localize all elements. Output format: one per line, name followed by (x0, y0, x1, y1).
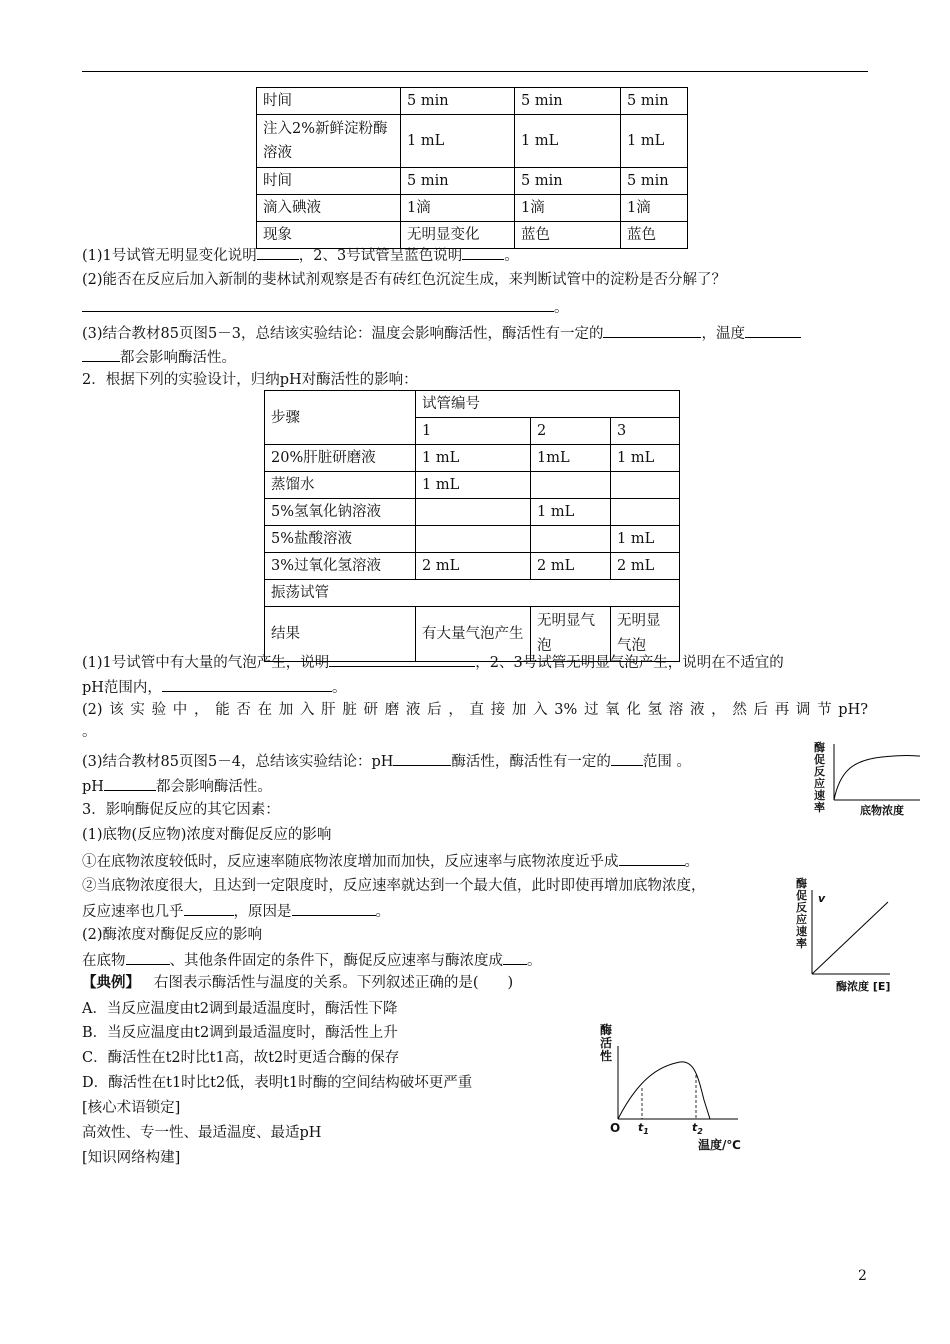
q3-s1b: ②当底物浓度很大，且达到一定限度时，反应速率就达到一个最大值，此时即使再增加底物浓度， (82, 878, 706, 894)
network-heading: [知识网络构建] (82, 1150, 181, 1166)
ylabel-char: 率 (796, 937, 807, 950)
table-cell: 5 min (401, 168, 515, 195)
table-row (265, 391, 680, 418)
table-row (265, 445, 680, 472)
text: 范围 (642, 754, 672, 770)
text: ，温度 (701, 326, 745, 342)
ylabel-char: 性 (600, 1049, 613, 1063)
q2-title: 2．根据下列的实验设计，归纳pH对酶活性的影响： (82, 372, 418, 388)
table-cell: 1 mL (621, 115, 688, 168)
q1-line-3 (82, 295, 569, 319)
answer-blank (393, 749, 451, 766)
text: 都会影响酶活性。 (155, 779, 272, 795)
t1-text: t (638, 1121, 644, 1134)
table-cell: 5 min (515, 88, 621, 115)
table-row (257, 88, 688, 115)
table-row (265, 580, 680, 607)
table-cell (531, 526, 611, 553)
ylabel-char: 应 (796, 913, 807, 926)
enzyme-temperature-table (256, 87, 688, 249)
q2-line-3: (2)该实验中，能否在加入肝脏研磨液后，直接加入3%过氧化氢溶液，然后再调节pH? (82, 702, 868, 718)
example-option-a: A．当反应温度由t2调到最适温度时，酶活性下降 (82, 1001, 398, 1017)
table-cell: 振荡试管 (265, 580, 680, 607)
example-stem (82, 972, 513, 994)
example-option-b: B．当反应温度由t2调到最适温度时，酶活性上升 (82, 1025, 398, 1041)
table-row (265, 526, 680, 553)
q2-line-2 (82, 675, 346, 699)
q3-s1c (82, 899, 390, 923)
table-cell: 蓝色 (621, 222, 688, 249)
q2-line-1 (82, 650, 784, 674)
fig3-t2-label (692, 1121, 703, 1136)
q1-line-4 (82, 321, 801, 345)
text: pH (82, 779, 104, 795)
text: (1)1号试管中有大量的气泡产生，说明 (82, 655, 330, 671)
fig1-xlabel: 底物浓度 (860, 804, 904, 817)
text: ，2、3号试管呈蓝色说明 (298, 248, 463, 264)
ylabel-char: 酶 (796, 877, 807, 890)
table-cell: 1滴 (401, 195, 515, 222)
ylabel-char: 反 (796, 901, 807, 914)
table-cell: 无明显变化 (401, 222, 515, 249)
ylabel-char: 活 (600, 1036, 613, 1050)
fig2-v-label: v (818, 892, 826, 905)
q2-line-4: 。 (82, 724, 97, 740)
table-cell (611, 472, 680, 499)
table-cell: 5 min (515, 168, 621, 195)
q1-line-1 (82, 243, 519, 267)
fig3-xlabel: 温度/℃ (698, 1138, 741, 1152)
text: (1)1号试管无明显变化说明 (82, 248, 257, 264)
text: 右图表示酶活性与温度的关系。下列叙述正确的是( ) (153, 975, 514, 991)
answer-blank (292, 899, 376, 916)
table-cell: 1 (416, 418, 531, 445)
table-cell: 1 mL (416, 445, 531, 472)
table-cell: 无明显气泡 (531, 607, 611, 662)
enzyme-activity-temperature-figure (598, 1020, 768, 1155)
fig3-origin: O (610, 1121, 621, 1135)
table-row (257, 115, 688, 168)
answer-blank (462, 243, 504, 260)
text: 反应速率也几乎 (82, 904, 184, 920)
table-cell: 1 mL (611, 445, 680, 472)
text: pH范围内， (82, 680, 162, 696)
table-header-tubes: 试管编号 (416, 391, 680, 418)
text: 。 (527, 953, 542, 969)
table-cell: 1滴 (515, 195, 621, 222)
t2-subscript: 2 (697, 1127, 703, 1137)
table-row (265, 499, 680, 526)
q3-s1: (1)底物(反应物)浓度对酶促反应的影响 (82, 827, 332, 843)
answer-blank (745, 321, 801, 338)
table-cell: 蓝色 (515, 222, 621, 249)
text: 酶活性，酶活性有一定的 (451, 754, 611, 770)
header-rule (82, 71, 868, 72)
table-cell: 5%氢氧化钠溶液 (265, 499, 416, 526)
table-cell: 5 min (621, 168, 688, 195)
table-cell: 1mL (531, 445, 611, 472)
table-cell: 滴入碘液 (257, 195, 401, 222)
table-cell: 结果 (265, 607, 416, 662)
q3-s1a (82, 849, 699, 873)
answer-blank (603, 321, 701, 338)
table-cell: 1 mL (515, 115, 621, 168)
answer-blank (162, 675, 332, 692)
answer-blank (329, 650, 475, 667)
text: ①在底物浓度较低时，反应速率随底物浓度增加而加快，反应速率与底物浓度近乎成 (82, 854, 619, 870)
ylabel-char: 反 (814, 765, 825, 778)
table-cell: 2 mL (416, 553, 531, 580)
table-row (265, 472, 680, 499)
fig2-line (812, 902, 888, 974)
text: 、其他条件固定的条件下，酶促反应速率与酶浓度成 (169, 953, 503, 969)
answer-blank (82, 345, 120, 362)
table-cell: 蒸馏水 (265, 472, 416, 499)
t2-text: t (692, 1121, 698, 1134)
table-cell: 1 mL (401, 115, 515, 168)
ylabel-char: 促 (814, 753, 825, 766)
answer-blank (257, 243, 299, 260)
q2-line-6 (82, 774, 272, 798)
table-cell: 2 mL (611, 553, 680, 580)
answer-blank (619, 849, 685, 866)
answer-blank (184, 899, 234, 916)
ylabel-char: 酶 (814, 741, 825, 754)
table-cell (531, 472, 611, 499)
table-cell: 3%过氧化氢溶液 (265, 553, 416, 580)
text: 。 (684, 854, 699, 870)
enzyme-ph-table (264, 390, 680, 662)
table-row (265, 553, 680, 580)
table-cell: 2 (531, 418, 611, 445)
answer-blank (82, 295, 554, 312)
example-option-d: D．酶活性在t1时比t2低，表明t1时酶的空间结构破坏更严重 (82, 1075, 473, 1091)
text: ，原因是 (233, 904, 292, 920)
text: 。 (676, 754, 691, 770)
fig2-xlabel: 酶浓度 [E] (836, 980, 891, 993)
text: 。 (504, 248, 519, 264)
substrate-concentration-figure (812, 740, 922, 820)
core-terms-heading: [核心术语锁定] (82, 1100, 181, 1116)
table-cell: 2 mL (531, 553, 611, 580)
table-cell: 1 mL (611, 526, 680, 553)
q3-s2: (2)酶浓度对酶促反应的影响 (82, 927, 263, 943)
fig3-t1-label (638, 1121, 649, 1136)
fig1-curve (834, 755, 920, 800)
text: (3)结合教材85页图5－3，总结该实验结论：温度会影响酶活性，酶活性有一定的 (82, 326, 604, 342)
table-cell: 注入2%新鲜淀粉酶溶液 (257, 115, 401, 168)
text: ，2、3号试管无明显气泡产生，说明在不适宜的 (475, 655, 784, 671)
text: 。 (331, 680, 347, 696)
ylabel-char: 速 (814, 789, 825, 802)
table-cell: 5 min (401, 88, 515, 115)
answer-blank (611, 749, 643, 766)
t1-subscript: 1 (643, 1127, 649, 1137)
ylabel-char: 速 (796, 925, 807, 938)
ylabel-char: 促 (796, 889, 807, 902)
text: 在底物 (82, 953, 126, 969)
answer-blank (104, 774, 156, 791)
q1-line-2: (2)能否在反应后加入新制的斐林试剂观察是否有砖红色沉淀生成，来判断试管中的淀粉是否分解了？ (82, 272, 727, 288)
ylabel-char: 应 (814, 777, 825, 790)
text: 。 (375, 904, 390, 920)
table-cell: 5%盐酸溶液 (265, 526, 416, 553)
fig3-plot (598, 1020, 768, 1155)
example-option-c: C．酶活性在t2时比t1高，故t2时更适合酶的保存 (82, 1050, 400, 1066)
text: (3)结合教材85页图5－4，总结该实验结论：pH (82, 754, 394, 770)
table-row (257, 195, 688, 222)
table-cell (611, 499, 680, 526)
table-cell: 有大量气泡产生 (416, 607, 531, 662)
q3-title: 3．影响酶促反应的其它因素： (82, 802, 280, 818)
fig2-plot (796, 872, 906, 992)
page-number: 2 (858, 1268, 867, 1284)
table-cell: 时间 (257, 168, 401, 195)
table-row (257, 168, 688, 195)
enzyme-concentration-figure (796, 872, 906, 992)
core-terms-content: 高效性、专一性、最适温度、最适pH (82, 1125, 322, 1141)
text: 。 (554, 300, 569, 316)
q1-line-5 (82, 345, 236, 369)
table-header-step: 步骤 (265, 391, 416, 445)
table-cell: 1 mL (416, 472, 531, 499)
table-cell: 1 mL (531, 499, 611, 526)
table-cell (416, 499, 531, 526)
table-cell: 现象 (257, 222, 401, 249)
q3-s2a (82, 948, 542, 972)
table-cell: 无明显气泡 (611, 607, 680, 662)
answer-blank (126, 948, 170, 965)
text: 都会影响酶活性。 (120, 350, 236, 366)
table-cell: 1滴 (621, 195, 688, 222)
table-cell (416, 526, 531, 553)
ylabel-char: 率 (814, 801, 825, 814)
q2-line-5 (82, 749, 691, 773)
answer-blank (503, 948, 527, 965)
ylabel-char: 酶 (600, 1023, 613, 1037)
table-cell: 时间 (257, 88, 401, 115)
table-cell: 5 min (621, 88, 688, 115)
table-cell: 3 (611, 418, 680, 445)
table-cell: 20%肝脏研磨液 (265, 445, 416, 472)
example-tag: 【典例】 (82, 974, 140, 991)
